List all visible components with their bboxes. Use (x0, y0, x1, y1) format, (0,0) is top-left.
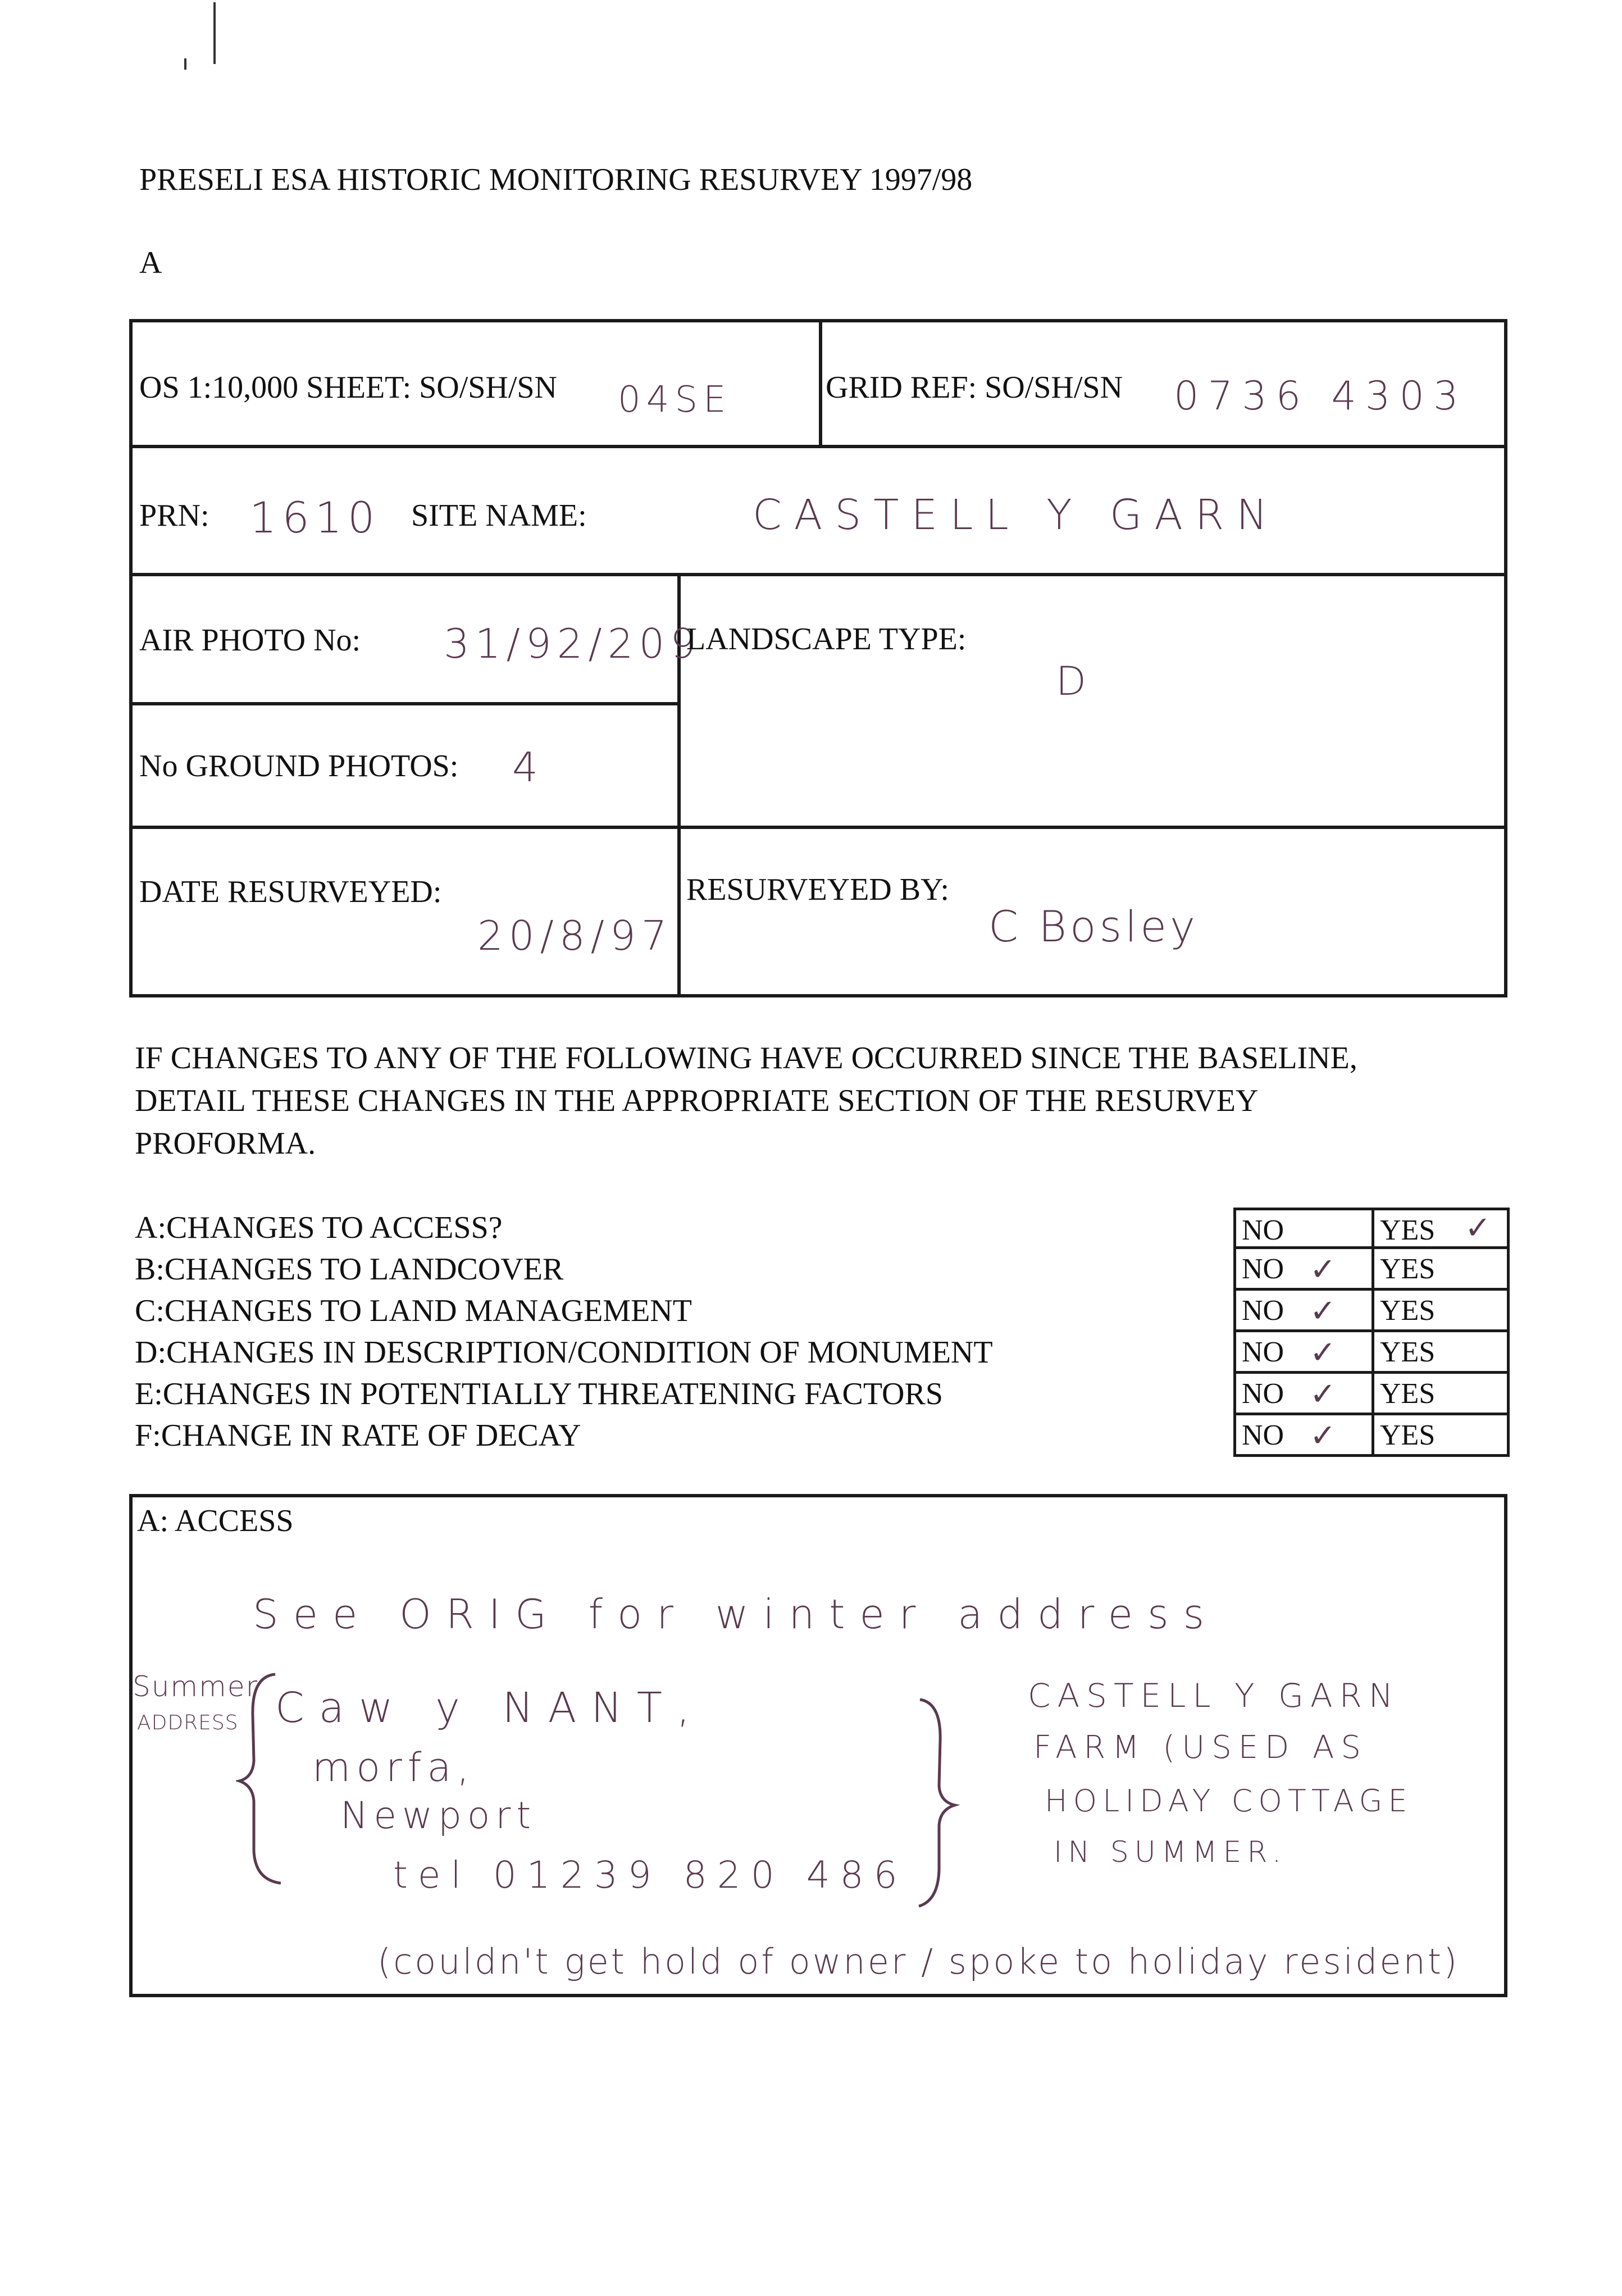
no-cell[interactable] (1233, 1291, 1372, 1332)
no-cell[interactable] (1233, 1249, 1372, 1291)
yes-cell[interactable] (1372, 1291, 1510, 1332)
scan-mark (213, 2, 216, 64)
check-mark-icon: ✓ (1310, 1251, 1336, 1288)
no-cell[interactable] (1233, 1208, 1372, 1249)
address-line-1: Caw y NANT, (275, 1684, 705, 1732)
yes-label: YES (1380, 1336, 1436, 1368)
no-label: NO (1242, 1336, 1284, 1368)
ground-photos-label: No GROUND PHOTOS: (139, 749, 459, 783)
yes-label: YES (1380, 1419, 1436, 1451)
right-note-line-4: IN SUMMER. (1054, 1835, 1287, 1869)
form-letter: A (139, 245, 162, 280)
access-heading: A: ACCESS (137, 1504, 294, 1538)
no-label: NO (1242, 1214, 1284, 1246)
scan-mark (184, 58, 186, 70)
yes-cell[interactable] (1372, 1415, 1510, 1457)
site-name-label: SITE NAME: (411, 498, 587, 533)
address-label: ADDRESS (137, 1711, 239, 1734)
change-item-label: F:CHANGE IN RATE OF DECAY (135, 1418, 581, 1453)
check-mark-icon: ✓ (1310, 1418, 1336, 1454)
access-note-top: See ORIG for winter address (253, 1591, 1219, 1638)
right-note-line-3: HOLIDAY COTTAGE (1045, 1783, 1413, 1819)
air-photo-label: AIR PHOTO No: (139, 623, 361, 658)
resurveyed-by-label: RESURVEYED BY: (686, 872, 949, 907)
yes-cell[interactable] (1372, 1374, 1510, 1415)
yes-cell[interactable] (1372, 1249, 1510, 1291)
yes-label: YES (1380, 1295, 1436, 1327)
os-sheet-value: 04SE (618, 379, 732, 421)
yes-label: YES (1380, 1214, 1436, 1246)
yes-label: YES (1380, 1253, 1436, 1285)
right-note-line-2: FARM (USED AS (1033, 1729, 1368, 1766)
change-item-label: C:CHANGES TO LAND MANAGEMENT (135, 1293, 692, 1328)
date-label: DATE RESURVEYED: (139, 874, 442, 909)
access-bottom-note: (couldn't get hold of owner / spoke to holiday resident) (377, 1941, 1460, 1982)
instructions-line-1: IF CHANGES TO ANY OF THE FOLLOWING HAVE OCCURRED SINCE THE BASELINE, (135, 1041, 1357, 1076)
resurveyed-by-value: C Bosley (988, 901, 1199, 951)
form-title: PRESELI ESA HISTORIC MONITORING RESURVEY 1997/98 (139, 162, 973, 197)
check-mark-icon: ✓ (1310, 1376, 1336, 1413)
prn-value: 1610 (249, 493, 381, 543)
address-line-2: morfa, (312, 1744, 475, 1791)
yes-cell[interactable] (1372, 1332, 1510, 1374)
date-value: 20/8/97 (477, 912, 673, 959)
grid-ref-label: GRID REF: SO/SH/SN (826, 370, 1123, 405)
air-photo-value: 31/92/209 (444, 620, 702, 667)
address-line-3: Newport (340, 1794, 537, 1837)
grid-ref-value: 0736 4303 (1174, 373, 1468, 419)
instructions-line-3: PROFORMA. (135, 1126, 316, 1161)
change-item-label: B:CHANGES TO LANDCOVER (135, 1252, 564, 1287)
landscape-type-label: LANDSCAPE TYPE: (686, 622, 967, 657)
change-item-label: A:CHANGES TO ACCESS? (135, 1210, 503, 1245)
os-sheet-label: OS 1:10,000 SHEET: SO/SH/SN (139, 370, 557, 405)
no-label: NO (1242, 1295, 1284, 1327)
summer-label: Summer (133, 1670, 259, 1703)
site-name-value: CASTELL Y GARN (753, 491, 1280, 539)
no-label: NO (1242, 1253, 1284, 1285)
no-cell[interactable] (1233, 1374, 1372, 1415)
address-line-4: tel 01239 820 486 (393, 1853, 908, 1897)
landscape-type-value: D (1056, 658, 1092, 704)
no-cell[interactable] (1233, 1415, 1372, 1457)
check-mark-icon: ✓ (1465, 1210, 1491, 1246)
right-note-line-1: CASTELL Y GARN (1028, 1677, 1400, 1715)
prn-label: PRN: (139, 498, 209, 533)
change-item-label: D:CHANGES IN DESCRIPTION/CONDITION OF MONUMENT (135, 1335, 993, 1370)
no-label: NO (1242, 1378, 1284, 1410)
left-brace-icon (236, 1671, 281, 1890)
instructions-line-2: DETAIL THESE CHANGES IN THE APPROPRIATE SECTION OF THE RESURVEY (135, 1083, 1259, 1118)
ground-photos-value: 4 (512, 744, 544, 791)
change-item-label: E:CHANGES IN POTENTIALLY THREATENING FACTORS (135, 1377, 943, 1411)
check-mark-icon: ✓ (1310, 1293, 1336, 1329)
no-label: NO (1242, 1419, 1284, 1451)
check-mark-icon: ✓ (1310, 1334, 1336, 1371)
right-brace-icon (915, 1696, 960, 1910)
yes-label: YES (1380, 1378, 1436, 1410)
no-cell[interactable] (1233, 1332, 1372, 1374)
